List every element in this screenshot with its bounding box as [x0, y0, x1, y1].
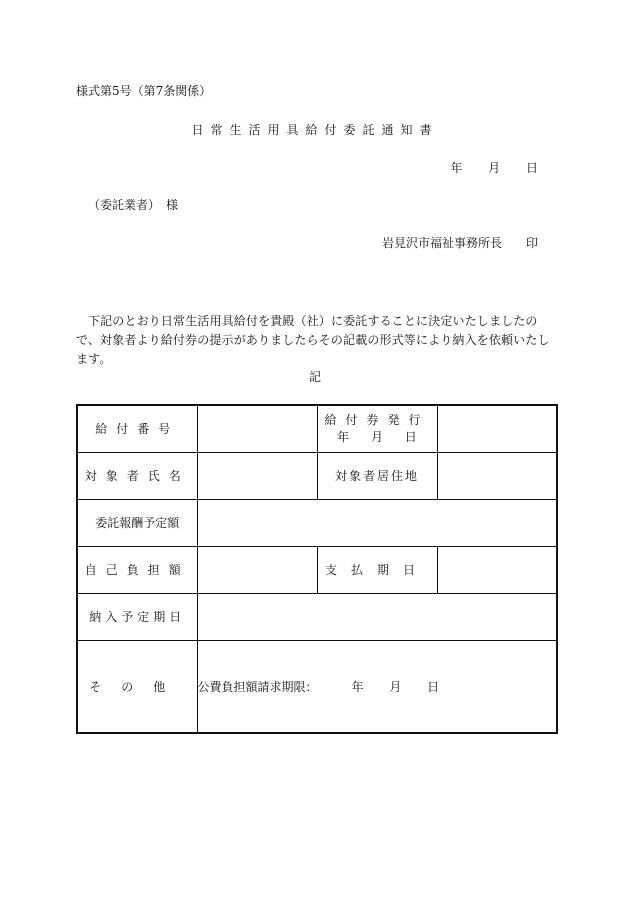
field-sonota[interactable]: [197, 640, 557, 733]
deadline-label: 公費負担額請求期限：: [197, 679, 318, 694]
label-shiharai: 支払期日: [317, 546, 437, 593]
field-nonyu[interactable]: [197, 593, 557, 640]
issue-date: 年 月 日: [450, 161, 538, 175]
table-row: [77, 499, 557, 546]
label-nonyu: 納入予定期日: [77, 593, 197, 640]
field-kyufu-bango[interactable]: [197, 405, 317, 452]
document-title: 日常生活用具給付委託通知書: [191, 123, 439, 137]
label-hakko-title: 給付券発行: [324, 412, 430, 427]
field-shimei[interactable]: [197, 452, 317, 499]
info-table: [76, 404, 558, 734]
form-number: 様式第5号（第7条関係）: [76, 84, 212, 98]
ki-heading: 記: [308, 370, 321, 384]
field-shiharai[interactable]: [437, 546, 557, 593]
label-shimei: 対象者氏名: [77, 452, 197, 499]
body-paragraph: 下記のとおり日常生活用具給付を貴殿（社）に委託することに決定いたしましたので、対象者より給付券の提示がありましたらその記載の形式等により納入を依頼いたします。: [76, 314, 550, 366]
issuer-line: 岩見沢市福祉事務所長 印: [381, 236, 538, 250]
table-row: [77, 405, 557, 452]
deadline-ymd: 年 月 日: [351, 679, 440, 694]
table-row: [77, 640, 557, 733]
recipient-line: （委託業者） 様: [88, 198, 179, 212]
label-kyufu-bango: 給付番号: [77, 405, 197, 452]
table-row: [77, 546, 557, 593]
label-hakko-ymd: 年 月 日: [337, 429, 417, 444]
table-row: [77, 452, 557, 499]
field-kyojuchi[interactable]: [437, 452, 557, 499]
label-hakko: [317, 405, 437, 452]
label-jiko-futan: 自己負担額: [77, 546, 197, 593]
field-hakko[interactable]: [437, 405, 557, 452]
label-kyojuchi: 対象者居住地: [317, 452, 437, 499]
table-row: [77, 593, 557, 640]
field-jiko-futan[interactable]: [197, 546, 317, 593]
label-sonota: その他: [77, 640, 197, 733]
label-hoshu: 委託報酬予定額: [77, 499, 197, 546]
field-hoshu[interactable]: [197, 499, 557, 546]
